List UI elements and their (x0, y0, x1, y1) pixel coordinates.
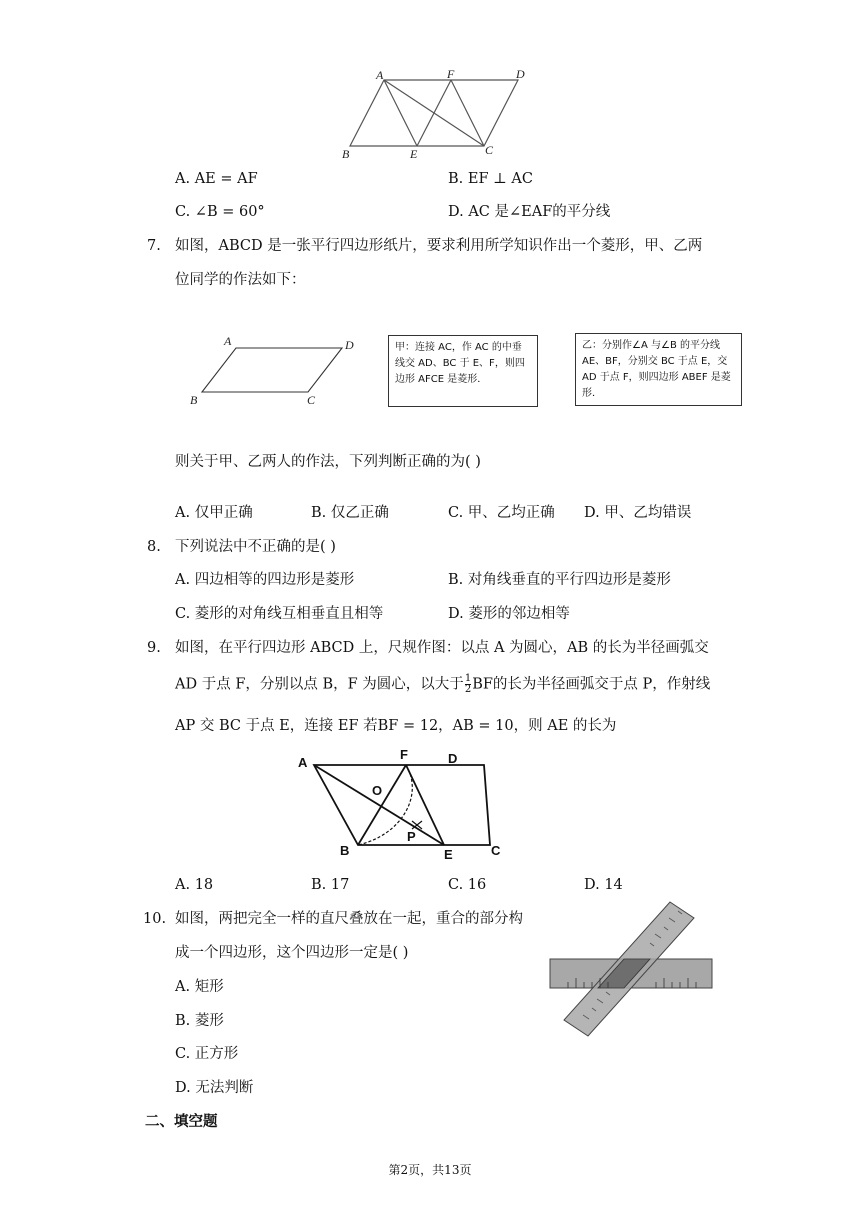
q7-stem-line2: 位同学的作法如下： (175, 272, 306, 288)
q7-box-jia: 甲：连接 AC，作 AC 的中垂线交 AD、BC 于 E、F，则四边形 AFCE 是菱形． (388, 335, 538, 407)
q9-line2-part-b: BF的长为半径画弧交于点 P，作射线 (472, 676, 711, 693)
q8-number: 8. (147, 539, 161, 555)
q9-option-c: C. 16 (448, 877, 487, 893)
q9-label-O: O (372, 783, 383, 798)
q9-label-E: E (444, 847, 453, 862)
q7-stem-line1: 如图，ABCD 是一张平行四边形纸片，要求利用所学知识作出一个菱形，甲、乙两 (175, 238, 703, 254)
q6-option-b: B. EF ⊥ AC (448, 171, 533, 187)
q8-stem: 下列说法中不正确的是( ) (175, 539, 336, 555)
q10-option-c: C. 正方形 (175, 1046, 239, 1062)
q9-figure (292, 745, 514, 863)
page-footer: 第2页，共13页 (388, 1163, 472, 1177)
q6-option-a: A. AE = AF (175, 171, 258, 187)
q9-label-B: B (340, 843, 350, 858)
q9-number: 9. (147, 640, 161, 656)
q7-question: 则关于甲、乙两人的作法，下列判断正确的为( ) (175, 454, 481, 470)
q6-option-d: D. AC 是∠EAF的平分线 (448, 204, 611, 220)
q9-label-D: D (448, 751, 458, 766)
q10-option-a: A. 矩形 (175, 979, 224, 995)
q10-number: 10. (143, 911, 167, 927)
q10-option-d: D. 无法判断 (175, 1080, 254, 1096)
q9-line2-part-a: AD 于点 F，分别以点 B，F 为圆心，以大于 (175, 676, 464, 693)
q9-label-F: F (400, 747, 408, 762)
q7-figure (186, 334, 366, 408)
q8-option-d: D. 菱形的邻边相等 (448, 606, 570, 622)
q9-stem-line2 (175, 674, 710, 695)
q6-label-F: F (447, 67, 455, 81)
q6-label-D: D (516, 67, 525, 81)
q9-label-P: P (407, 829, 416, 844)
q6-label-C: C (485, 143, 494, 157)
q6-label-B: B (342, 147, 350, 161)
q7-box-yi: 乙：分别作∠A 与∠B 的平分线 AE、BF，分别交 BC 于点 E，交 AD 于点 F，则四边形 ABEF 是菱形． (575, 333, 742, 406)
q6-label-E: E (410, 147, 418, 161)
q9-option-b: B. 17 (311, 877, 350, 893)
q7-label-B: B (190, 393, 198, 407)
q7-option-a: A. 仅甲正确 (175, 505, 253, 521)
q10-stem-line2: 成一个四边形，这个四边形一定是( ) (175, 945, 409, 961)
q7-label-C: C (307, 393, 316, 407)
q8-option-a: A. 四边相等的四边形是菱形 (175, 572, 355, 588)
q7-number: 7. (147, 238, 161, 254)
q9-stem-line1: 如图，在平行四边形 ABCD 上，尺规作图：以点 A 为圆心，AB 的长为半径画弧交 (175, 640, 709, 656)
q10-rulers-figure (548, 898, 714, 1038)
q9-option-a: A. 18 (175, 877, 214, 893)
q7-option-c: C. 甲、乙均正确 (448, 505, 555, 521)
section-2-heading: 二、填空题 (145, 1113, 218, 1130)
q6-figure (336, 66, 536, 162)
q8-option-b: B. 对角线垂直的平行四边形是菱形 (448, 572, 671, 588)
q9-label-A: A (298, 755, 308, 770)
q9-option-d: D. 14 (584, 877, 623, 893)
q7-label-D: D (345, 338, 354, 352)
q6-option-c: C. ∠B = 60° (175, 204, 265, 220)
q9-fraction (465, 674, 471, 695)
q6-label-A: A (376, 68, 384, 82)
q8-option-c: C. 菱形的对角线互相垂直且相等 (175, 606, 384, 622)
q7-option-b: B. 仅乙正确 (311, 505, 389, 521)
q9-stem-line3: AP 交 BC 于点 E，连接 EF 若BF = 12，AB = 10，则 AE 的长为 (175, 718, 617, 734)
q10-stem-line1: 如图，两把完全一样的直尺叠放在一起，重合的部分构 (175, 911, 523, 927)
q7-label-A: A (224, 334, 232, 348)
q9-label-C: C (491, 843, 501, 858)
q7-option-d: D. 甲、乙均错误 (584, 505, 692, 521)
q9-fraction-den: 2 (464, 684, 472, 695)
q10-option-b: B. 菱形 (175, 1013, 224, 1029)
q9-fraction-num: 1 (464, 673, 472, 684)
